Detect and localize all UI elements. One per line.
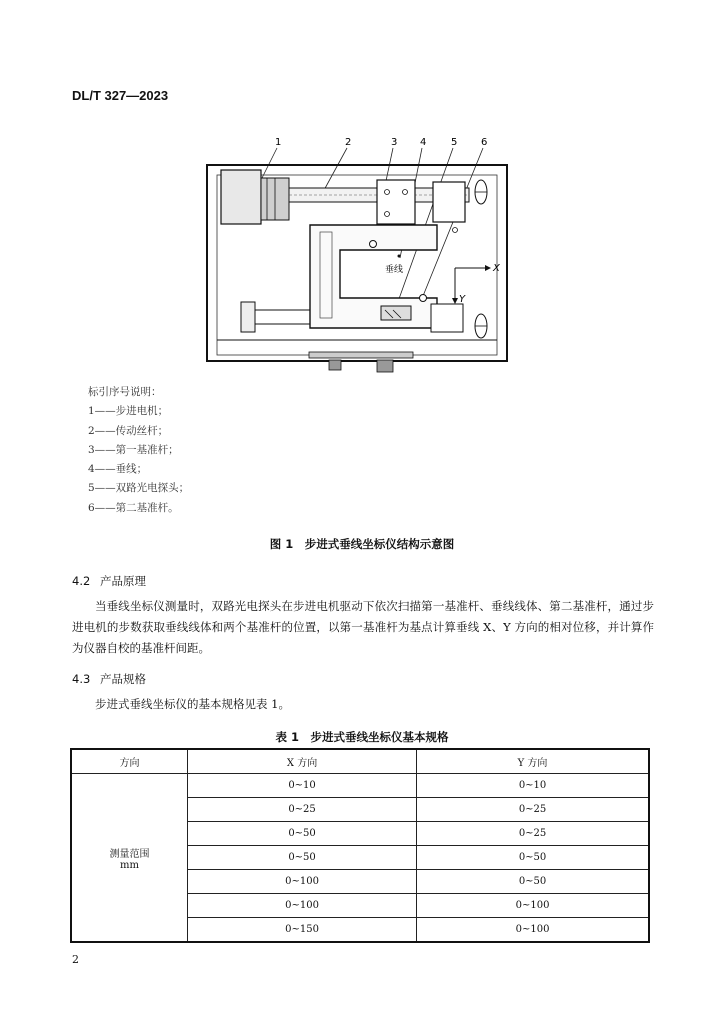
rail-end: [241, 302, 255, 332]
section-heading-4-2: [72, 573, 146, 589]
section-title: 产品原理: [100, 574, 146, 588]
second-reference-rod: [420, 295, 427, 302]
legend-item: 4——垂线；: [88, 463, 148, 476]
cell-y: 0~50: [417, 846, 649, 870]
cell-x: 0~100: [188, 894, 417, 918]
legend-item: 1——步进电机；: [88, 405, 169, 418]
table-row: [71, 774, 649, 798]
figure-legend: [88, 383, 189, 518]
legend-item: 2——传动丝杆；: [88, 424, 169, 437]
header-y: Y 方向: [417, 749, 649, 774]
callout-5: 5: [451, 137, 458, 148]
section-title: 产品规格: [100, 672, 146, 686]
cell-x: 0~50: [188, 822, 417, 846]
cell-x: 0~100: [188, 870, 417, 894]
connector-left: [329, 360, 341, 370]
cell-x: 0~10: [188, 774, 417, 798]
connector-right: [377, 360, 393, 372]
plumb-line-label: 垂线: [385, 265, 404, 275]
row-label-unit: mm: [120, 859, 139, 871]
document-code: DL/T 327—2023: [72, 88, 169, 103]
cell-x: 0~50: [188, 846, 417, 870]
table-header-row: [71, 749, 649, 774]
callout-3: 3: [391, 137, 398, 148]
stepper-motor: [221, 170, 261, 224]
legend-title: 标引序号说明：: [88, 386, 162, 398]
cell-y: 0~100: [417, 918, 649, 943]
cell-y: 0~25: [417, 798, 649, 822]
probe-housing: [431, 304, 463, 332]
base-plate: [309, 352, 413, 358]
legend-item: 5——双路光电探头；: [88, 482, 190, 495]
callout-1: 1: [275, 137, 282, 148]
page-number: 2: [72, 953, 79, 966]
axis-x-label: X: [493, 263, 500, 274]
section-number: 4.3: [72, 672, 91, 686]
section-number: 4.2: [72, 574, 91, 588]
callout-6: 6: [481, 137, 488, 148]
header-direction: 方向: [71, 749, 188, 774]
cell-x: 0~150: [188, 918, 417, 943]
structure-diagram: [205, 130, 515, 375]
figure-caption: 图 1 步进式垂线坐标仪结构示意图: [269, 537, 455, 551]
callout-4: 4: [420, 137, 427, 148]
cell-y: 0~50: [417, 870, 649, 894]
reference-block: [433, 182, 465, 222]
first-reference-rod: [370, 241, 377, 248]
principle-paragraph: 当垂线坐标仪测量时，双路光电探头在步进电机驱动下依次扫描第一基准杆、垂线线体、第二基准杆，通过步进电机的步数获取垂线线体和两个基准杆的位置，以第一基准杆为基点计算垂线 X、Y 方向的相对位移，并计算作为仪器自校的基准杆间距。: [72, 599, 654, 655]
cell-y: 0~25: [417, 822, 649, 846]
carriage-block: [377, 180, 415, 224]
header-x: X 方向: [188, 749, 417, 774]
table-caption: 表 1 步进式垂线坐标仪基本规格: [275, 730, 449, 744]
legend-item: 3——第一基准杆；: [88, 443, 179, 456]
row-label-cell: [71, 774, 188, 943]
axis-y-label: Y: [459, 294, 466, 305]
plumb-line-point: [398, 255, 401, 258]
cell-y: 0~100: [417, 894, 649, 918]
spec-table: [70, 748, 650, 943]
legend-item: 6——第二基准杆。: [88, 501, 179, 514]
cell-y: 0~10: [417, 774, 649, 798]
spec-intro-paragraph: 步进式垂线坐标仪的基本规格见表 1。: [95, 697, 290, 711]
row-label: 测量范围: [109, 848, 150, 860]
cell-x: 0~25: [188, 798, 417, 822]
callout-2: 2: [345, 137, 352, 148]
section-heading-4-3: [72, 671, 146, 687]
